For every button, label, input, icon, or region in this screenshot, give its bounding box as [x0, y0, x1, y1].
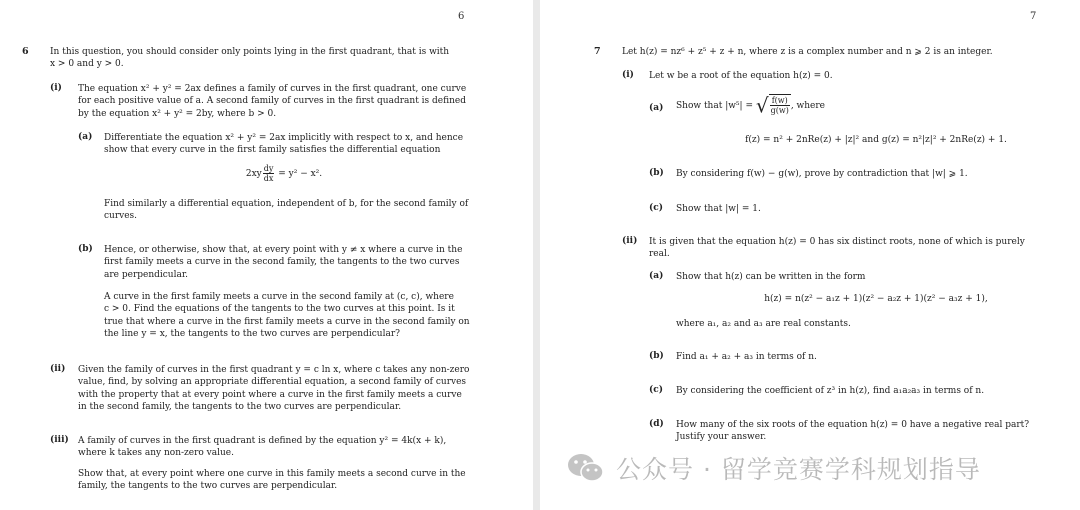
watermark-text: 公众号 · 留学竞赛学科规划指导: [616, 455, 981, 484]
subpart-label: (a): [649, 271, 664, 281]
part-i-b-text: Hence, or otherwise, show that, at every point with y ≠ x where a curve in the first family meets a curve in the second family, the tangents to the two curves are perpendicular.: [104, 245, 463, 280]
part-label: (ii): [622, 236, 638, 246]
part-ii-text: It is given that the equation h(z) = 0 has six distinct roots, none of which is purely real.: [649, 237, 1025, 260]
part-label: (i): [50, 83, 62, 93]
question-number: 7: [594, 46, 601, 57]
part-ii-c-text: By considering the coefficient of z³ in h(z), find a₁a₂a₃ in terms of n.: [676, 386, 985, 396]
subpart-label: (c): [649, 203, 663, 213]
subpart-label: (b): [649, 351, 664, 361]
part-label: (i): [622, 70, 634, 80]
left-page: [0, 0, 533, 510]
right-page: [540, 0, 1080, 510]
part-iii-text: A family of curves in the first quadrant is defined by the equation y² = 4k(x + k), where k takes any non-zero value.: [78, 436, 447, 459]
page-number: 7: [1030, 11, 1037, 22]
part-i-text: The equation x² + y² = 2ax defines a family of curves in the first quadrant, one curve for each positive value of a. A second family of curves in the first quadrant is defined by the equation x² + y² = 2by, where b > 0.: [78, 84, 467, 119]
subpart-label: (c): [649, 385, 663, 395]
factorised-equation: h(z) = n(z² − a₁z + 1)(z² − a₂z + 1)(z² − a₃z + 1),: [764, 294, 988, 304]
part-ii-a-text: Show that h(z) can be written in the form: [676, 272, 866, 282]
part-i-b-text2: A curve in the first family meets a curve in the second family at (c, c), where c > 0. Find the equations of the tangents to the two curves at this point. Is it true that where a curve in the first family meets a curve in the second family on the line y = x, the tangents to the two curves are perpendicular?: [104, 292, 470, 339]
part-ii-a-after: where a₁, a₂ and a₃ are real constants.: [676, 319, 851, 329]
part-label: (ii): [50, 364, 66, 374]
wechat-icon: [566, 451, 606, 485]
question-intro: In this question, you should consider only points lying in the first quadrant, that is with x > 0 and y > 0.: [50, 47, 450, 70]
subpart-label: (b): [649, 168, 664, 178]
part-label: (iii): [50, 435, 69, 445]
watermark: [566, 446, 1056, 490]
part-i-text: Let w be a root of the equation h(z) = 0.: [649, 71, 833, 81]
part-ii-d-text: How many of the six roots of the equation h(z) = 0 have a negative real part? Justify your answer.: [676, 420, 1030, 443]
part-i-a-text: Show that |w⁵| = √ $\frac{f(w)}{g(w)}$ , where: [676, 93, 826, 118]
question-number: 6: [22, 46, 29, 57]
part-i-b-text: By considering f(w) − g(w), prove by contradiction that |w| ⩾ 1.: [676, 169, 968, 179]
part-i-a-text: Differentiate the equation x² + y² = 2ax implicitly with respect to x, and hence show that every curve in the first family satisfies the differential equation: [104, 133, 464, 156]
part-iii-text2: Show that, at every point where one curve in this family meets a second curve in the family, the tangents to the two curves are perpendicular.: [78, 469, 466, 492]
part-i-a-followup: Find similarly a differential equation, independent of b, for the second family of curves.: [104, 199, 469, 222]
subpart-label: (a): [78, 132, 93, 142]
fg-definitions: f(z) = n² + 2nRe(z) + |z|² and g(z) = n²|z|² + 2nRe(z) + 1.: [745, 135, 1007, 145]
subpart-label: (a): [649, 103, 664, 113]
part-ii-text: Given the family of curves in the first quadrant y = c ln x, where c takes any non-zero value, find, by solving an appropriate differential equation, a second family of curves with the property that at every point where a curve in the first family meets a curve in the second family, the tangents to the two curves are perpendicular.: [78, 365, 470, 412]
part-ii-b-text: Find a₁ + a₂ + a₃ in terms of n.: [676, 352, 817, 362]
differential-equation: 2xy $\frac{dy}{dx}$ = y² − x².: [245, 164, 323, 183]
part-i-c-text: Show that |w| = 1.: [676, 204, 761, 214]
subpart-label: (d): [649, 419, 664, 429]
question-intro: Let h(z) = nz⁶ + z⁵ + z + n, where z is a complex number and n ⩾ 2 is an integer.: [622, 47, 993, 57]
subpart-label: (b): [78, 244, 93, 254]
page-number: 6: [458, 11, 465, 22]
